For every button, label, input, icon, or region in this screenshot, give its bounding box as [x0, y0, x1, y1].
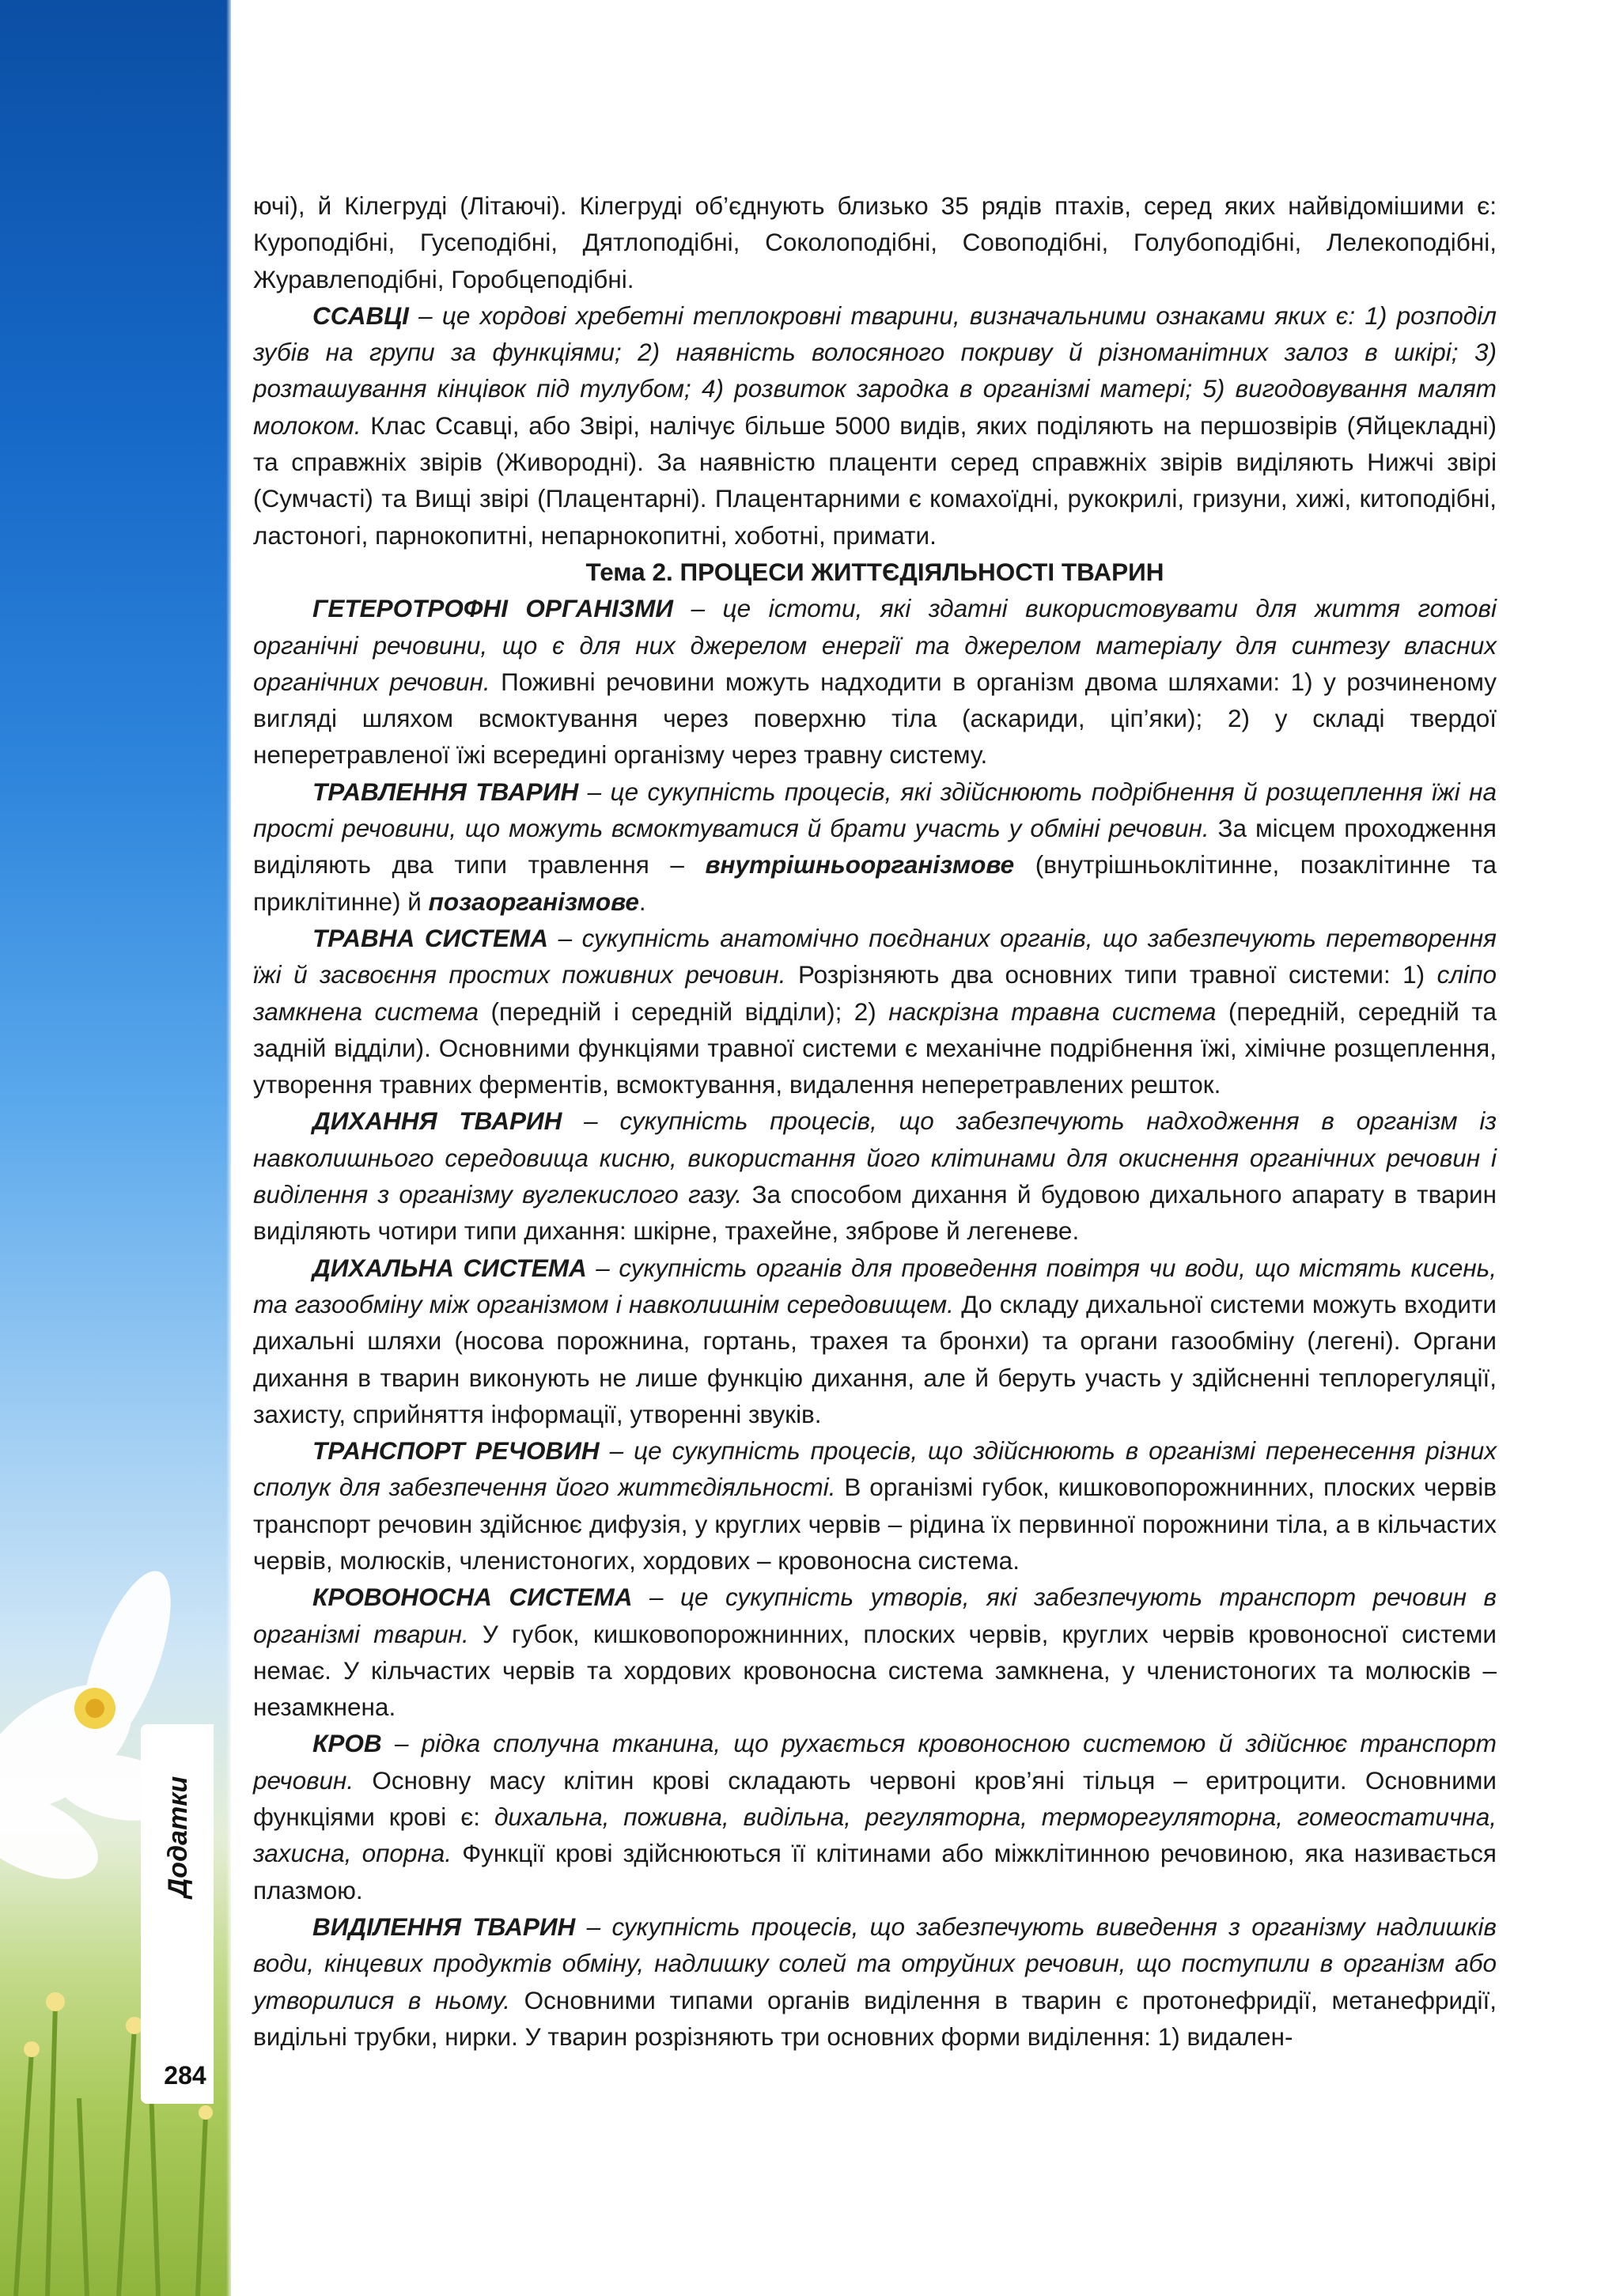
term: ТРАВНА СИСТЕМА [312, 923, 549, 952]
term: КРОВ [312, 1729, 382, 1758]
section-heading: Тема 2. ПРОЦЕСИ ЖИТТЄДІЯЛЬНОСТІ ТВАРИН [585, 557, 1164, 586]
term: ТРАВЛЕННЯ ТВАРИН [312, 777, 579, 806]
definition: – сукупність органів для проведення повітря чи води, що містять кисень, та газообміну між організмом і навколишнім середовищем. [253, 1253, 1497, 1318]
term: КРОВОНОСНА СИСТЕМА [312, 1583, 633, 1612]
term: ГЕТЕРОТРОФНІ ОРГАНІЗМИ [312, 594, 674, 623]
term: ДИХАЛЬНА СИСТЕМА [312, 1253, 587, 1282]
paragraph-circulatory-system: КРОВОНОСНА СИСТЕМА – це сукупність утворів, які забезпечують транспорт речовин в організмі тварин. У губок, кишковопорожнинних, плоских червів, круглих червів кровоносної системи немає. У кільчастих червів та хордових кровоносна система замкнена, у членистоногих та молюсків – незамкнена. [253, 1583, 1497, 1722]
paragraph-digestive-system: ТРАВНА СИСТЕМА – сукупність анатомічно поєднаних органів, що забезпечують перетворення їжі й засвоєння простих поживних речовин. Розрізняють два основних типи травної системи: 1) сліпо замкнена система (передній і середній відділи); 2) наскрізна травна система (передній, середній та задній відділи). Основними функціями травної системи є механічне подрібнення їжі, хімічне розщеплення, утворення травних ферментів, всмоктування, видалення неперетравлених решток. [253, 923, 1497, 1099]
paragraph-mammals: ССАВЦІ – це хордові хребетні теплокровні тварини, визначальними ознаками яких є: 1) розподіл зубів на групи за функціями; 2) наявність волосяного покриву й різноманітних залоз в шкірі; 3) розташування кінцівок під тулубом; 4) розвиток зародка в організмі матері; 5) вигодовування малят молоком. Клас Ссавці, або Звірі, налічує більше 5000 видів, яких поділяють на першозвірів (Яйцекладні) та справжніх звірів (Живородні). За наявністю плаценти серед справжніх звірів виділяють Нижчі звірі (Сумчасті) та Вищі звірі (Плацентарні). Плацентарними є комахоїдні, рукокрилі, гризуни, хижі, китоподібні, ластоногі, парнокопитні, непарнокопитні, хоботні, примати. [253, 301, 1497, 550]
definition: – це сукупність процесів, які здійснюють подрібнення й розщеплення їжі на прості речовини, що можуть всмоктуватися й брати участь у обміні речовин. [253, 777, 1497, 843]
paragraph-transport: ТРАНСПОРТ РЕЧОВИН – це сукупність процесів, що здійснюють в організмі перенесення різних сполук для забезпечення його життєдіяльності. В організмі губок, кишковопорожнинних, плоских червів транспорт речовин здійснює дифузія, у круглих червів – рідина їх первинної порожнини тіла, а в кільчастих червів, молюсків, членистоногих, хордових – кровоносна система. [253, 1436, 1497, 1575]
definition: – сукупність анатомічно поєднаних органів, що забезпечують перетворення їжі й засвоєння простих поживних речовин. [253, 923, 1497, 989]
term: ВИДІЛЕННЯ ТВАРИН [312, 1912, 576, 1941]
paragraph-respiratory-system: ДИХАЛЬНА СИСТЕМА – сукупність органів для проведення повітря чи води, що містять кисень, та газообміну між організмом і навколишнім середовищем. До складу дихальної системи можуть входити дихальні шляхи (носова порожнина, гортань, трахея та бронхи) та органи газообміну (легені). Органи дихання в тварин виконують не лише функцію дихання, але й беруть участь у здійсненні теплорегуляції, захисту, сприйняття інформації, утворенні звуків. [253, 1253, 1497, 1428]
definition: – це хордові хребетні теплокровні тварини, визначальними ознаками яких є: 1) розподіл зубів на групи за функціями; 2) наявність волосяного покриву й різноманітних залоз в шкірі; 3) розташування кінцівок під тулубом; 4) розвиток зародка в організмі матері; 5) вигодовування малят молоком. [253, 301, 1497, 440]
paragraph-birds: ючі), й Кілегруді (Літаючі). Кілегруді об’єднують близько 35 рядів птахів, серед яких найвідомішими є: Куроподібні, Гусеподібні, Дятлоподібні, Соколоподібні, Совоподібні, Голубоподібні, Лелекоподібні, Журавлеподібні, Горобцеподібні. [253, 191, 1497, 293]
paragraph-heterotrophs: ГЕТЕРОТРОФНІ ОРГАНІЗМИ – це істоти, які здатні використовувати для життя готові органічні речовини, що є для них джерелом енергії та джерелом матеріалу для синтезу власних органічних речовин. Поживні речовини можуть надходити в організм двома шляхами: 1) у розчиненому вигляді шляхом всмоктування через поверхню тіла (аскариди, ціп’яки); 2) у складі твердої неперетравленої їжі всередині організму через травну систему. [253, 594, 1497, 770]
definition: – сукупність процесів, що забезпечують виведення з організму надлишків води, кінцевих продуктів обміну, надлишку солей та отруйних речовин, що поступили в організм або утворилися в ньому. [253, 1912, 1497, 2014]
definition: – це сукупність утворів, які забезпечують транспорт речовин в організмі тварин. [253, 1583, 1497, 1648]
definition: – це істоти, які здатні використовувати для життя готові органічні речовини, що є для них джерелом енергії та джерелом матеріалу для синтезу власних органічних речовин. [253, 594, 1497, 696]
definition: – сукупність процесів, що забезпечують надходження в організм із навколишнього середовища кисню, використання його клітинами для окиснення органічних речовин і виділення з організму вуглекислого газу. [253, 1106, 1497, 1209]
term: ДИХАННЯ ТВАРИН [312, 1106, 562, 1136]
definition: – рідка сполучна тканина, що рухається кровоносною системою й здійснює транспорт речовин. [253, 1729, 1497, 1795]
paragraph-blood: КРОВ – рідка сполучна тканина, що рухається кровоносною системою й здійснює транспорт речовин. Основну масу клітин крові складають червоні кров’яні тільця – еритроцити. Основними функціями крові є: дихальна, поживна, видільна, регуляторна, терморегуляторна, гомеостатична, захисна, опорна. Функції крові здійснюються її клітинами або міжклітинною речовиною, яка називається плазмою. [253, 1729, 1497, 1905]
section-label: Додатки [163, 1776, 194, 1897]
term: ТРАНСПОРТ РЕЧОВИН [312, 1436, 600, 1466]
paragraph-digestion: ТРАВЛЕННЯ ТВАРИН – це сукупність процесів, які здійснюють подрібнення й розщеплення їжі на прості речовини, що можуть всмоктуватися й брати участь у обміні речовин. За місцем проходження виділяють два типи травлення – внутрішньоорганізмове (внутрішньоклітинне, позаклітинне та приклітинне) й позаорганізмове. [253, 777, 1497, 916]
page-number: 284 [164, 2061, 206, 2090]
definition: – це сукупність процесів, що здійснюють в організмі перенесення різних сполук для забезпечення його життєдіяльності. [253, 1436, 1497, 1502]
term: ССАВЦІ [312, 301, 409, 330]
paragraph-respiration: ДИХАННЯ ТВАРИН – сукупність процесів, що забезпечують надходження в організм із навколишнього середовища кисню, використання його клітинами для окиснення органічних речовин і виділення з організму вуглекислого газу. За способом дихання й будовою дихального апарату в тварин виділяють чотири типи дихання: шкірне, трахейне, зяброве й легеневе. [253, 1106, 1497, 1246]
main-text [253, 187, 1497, 2055]
paragraph-excretion: ВИДІЛЕННЯ ТВАРИН – сукупність процесів, що забезпечують виведення з організму надлишків води, кінцевих продуктів обміну, надлишку солей та отруйних речовин, що поступили в організм або утворилися в ньому. Основними типами органів виділення в тварин є протонефридії, метанефридії, видільні трубки, нирки. У тварин розрізняють три основних форми виділення: 1) видален- [253, 1912, 1497, 2051]
